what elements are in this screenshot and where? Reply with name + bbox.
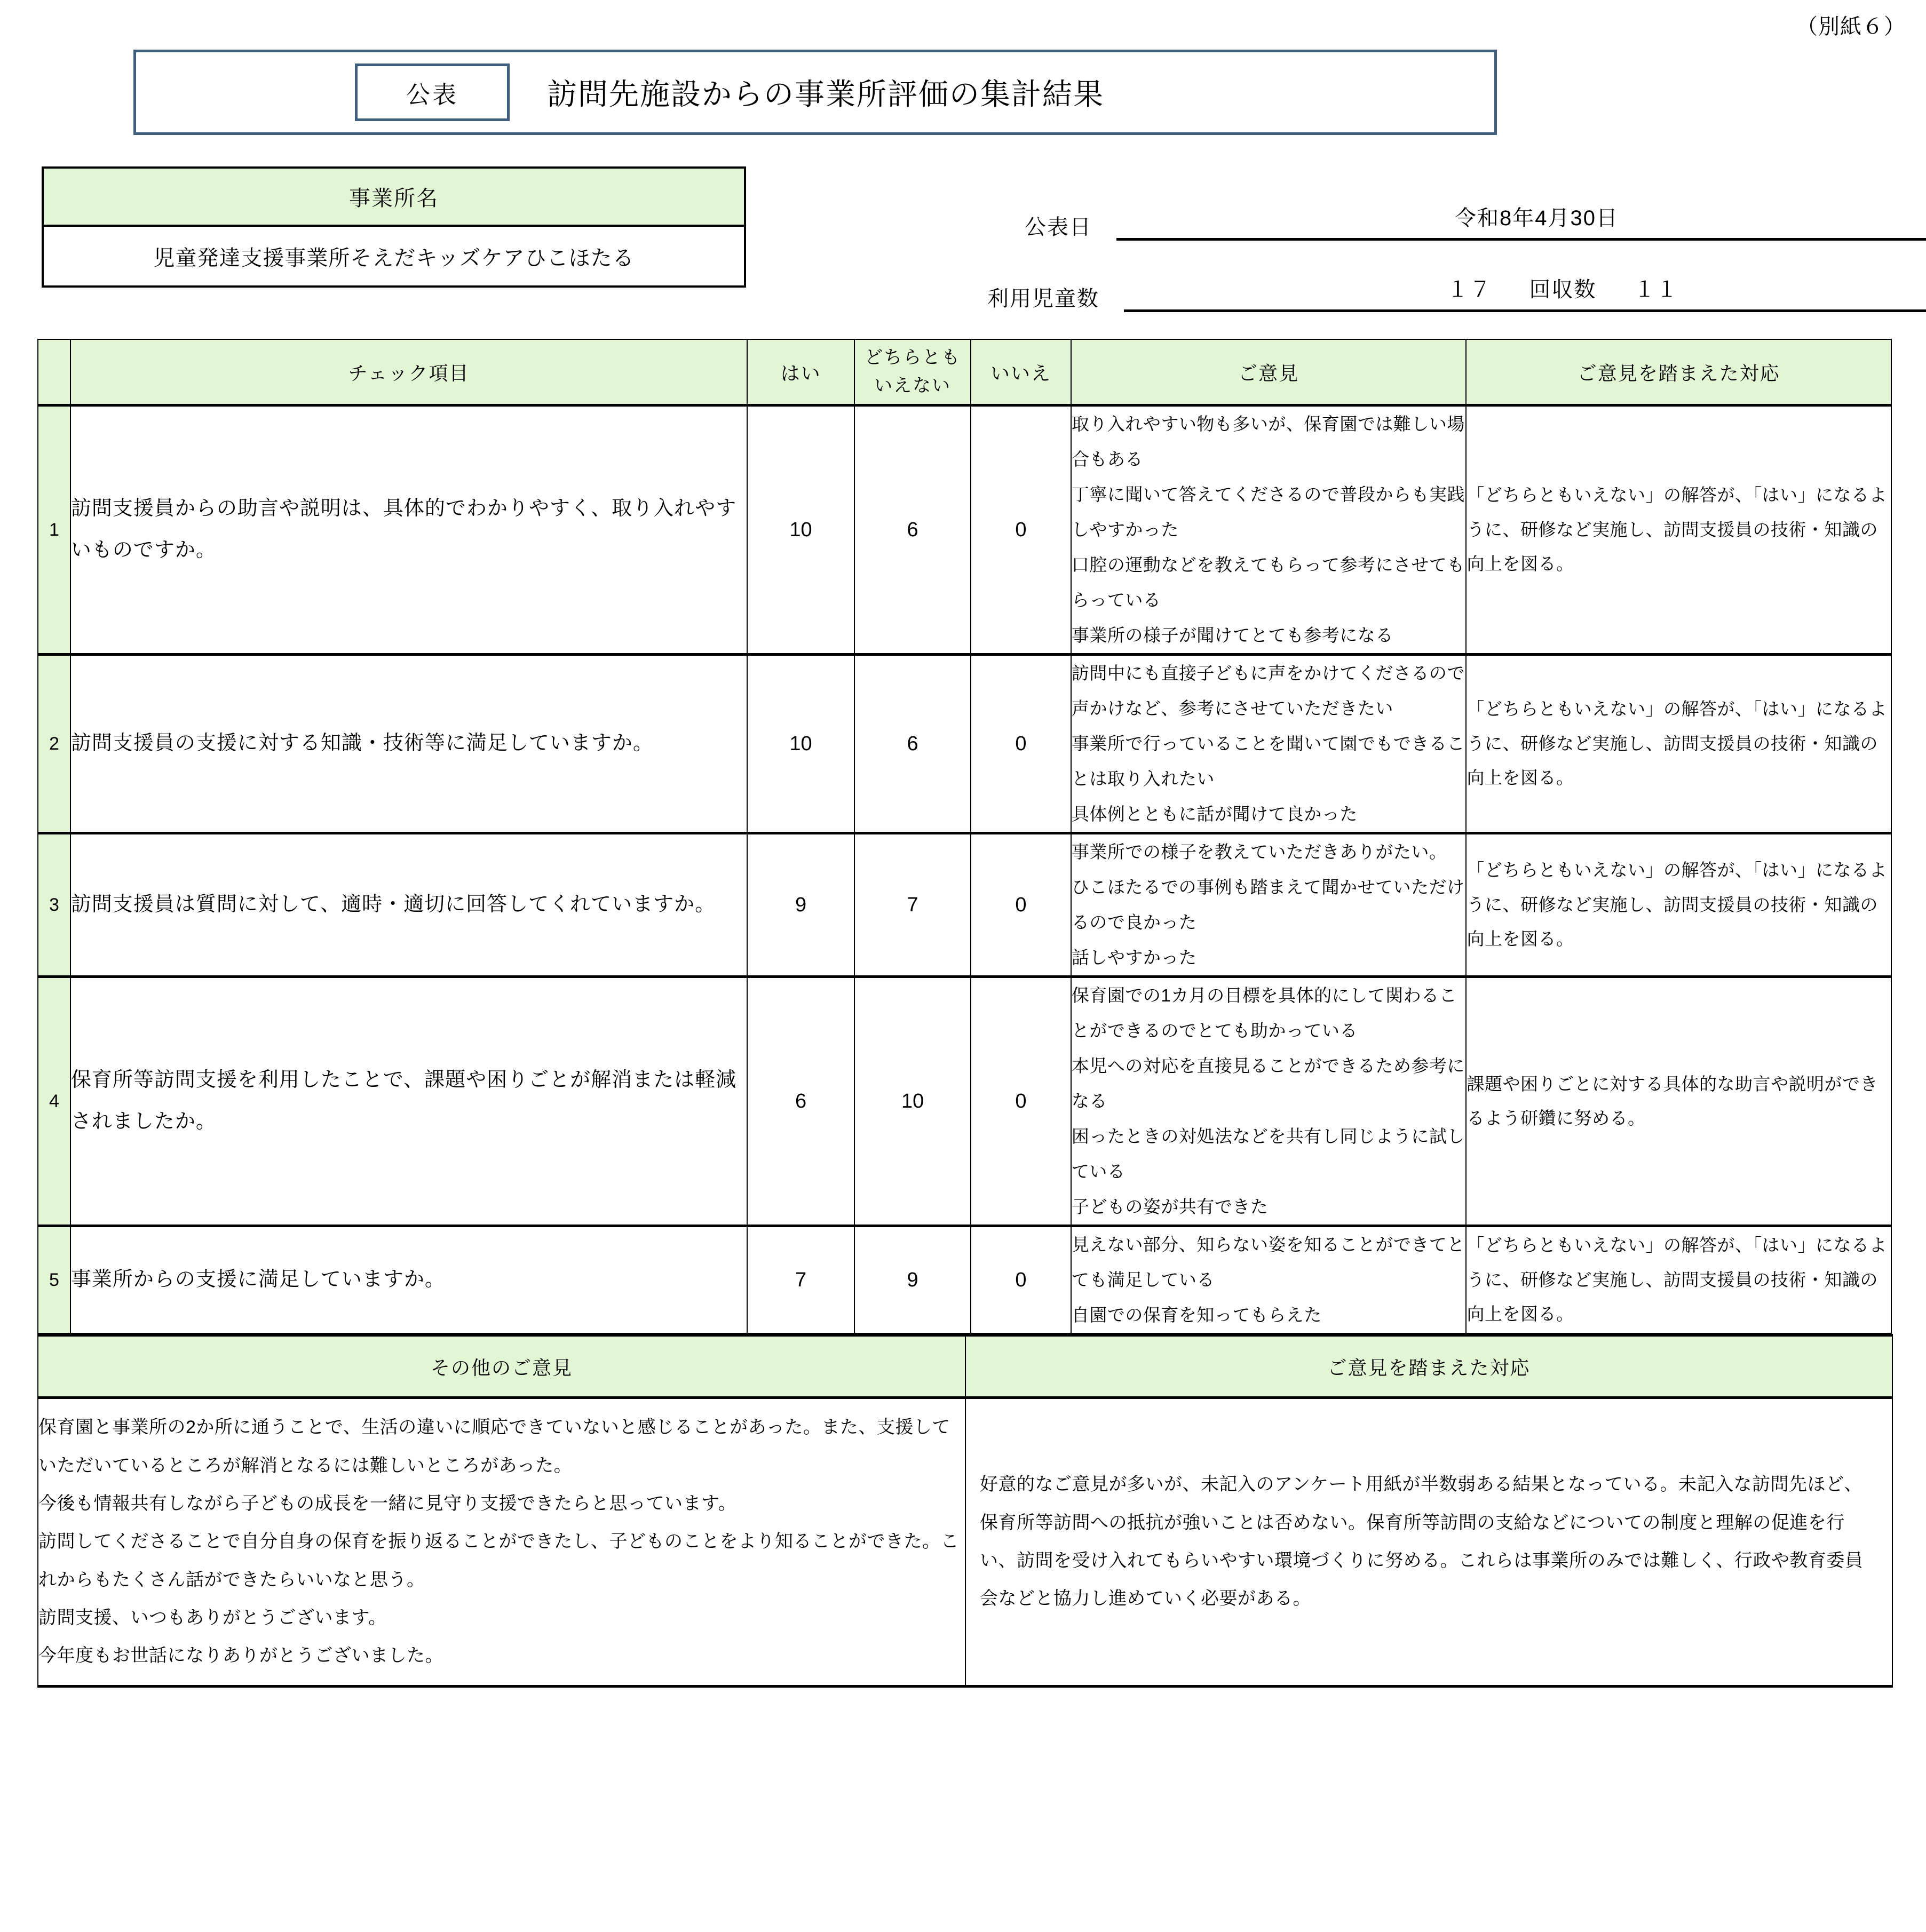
- col-header-no-answer: いいえ: [971, 339, 1071, 406]
- other-comment-paragraph: 訪問支援、いつもありがとうございます。: [38, 1608, 387, 1628]
- comment-line: 訪問中にも直接子どもに声をかけてくださるので声かけなど、参考にさせていただきたい: [1071, 663, 1465, 718]
- row-response: 課題や困りごとに対する具体的な助言や説明ができるよう研鑽に努める。: [1466, 977, 1891, 1226]
- col-header-neither: [854, 339, 971, 406]
- table-header-row: [38, 339, 1891, 406]
- row-yes-count: 10: [747, 406, 854, 655]
- row-number: 2: [38, 655, 70, 833]
- footer-body-row: [38, 1398, 1892, 1687]
- row-no-count: 0: [971, 977, 1071, 1226]
- comment-line: 自園での保育を知ってもらえた: [1071, 1305, 1322, 1325]
- row-response: 「どちらともいえない」の解答が、「はい」になるように、研修など実施し、訪問支援員の技術・知識の向上を図る。: [1466, 406, 1891, 655]
- row-neither-count: 7: [854, 833, 971, 977]
- comment-line: 取り入れやすい物も多いが、保育園では難しい場合もある: [1071, 414, 1465, 469]
- publish-date-row: [1025, 196, 1926, 241]
- row-number: 5: [38, 1226, 70, 1334]
- col-header-response: ご意見を踏まえた対応: [1466, 339, 1891, 406]
- comment-line: 保育園での1カ月の目標を具体的にして関わることができるのでとても助かっている: [1071, 985, 1457, 1040]
- comment-line: 事業所での様子を教えていただきありがたい。: [1071, 842, 1447, 862]
- row-number: 4: [38, 977, 70, 1226]
- row-item-text: 事業所からの支援に満足していますか。: [70, 1226, 747, 1334]
- title-band: [133, 50, 1497, 135]
- footer-other-comments-text: [38, 1398, 965, 1687]
- row-response: 「どちらともいえない」の解答が、「はい」になるように、研修など実施し、訪問支援員の技術・知識の向上を図る。: [1466, 655, 1891, 833]
- comment-line: 本児への対応を直接見ることができるため参考になる: [1071, 1056, 1465, 1111]
- counts-row: [987, 268, 1926, 312]
- row-neither-count: 6: [854, 655, 971, 833]
- row-neither-count: 9: [854, 1226, 971, 1334]
- office-name-value: 児童発達支援事業所そえだキッズケアひこほたる: [153, 246, 635, 270]
- row-yes-count: 6: [747, 977, 854, 1226]
- row-yes-count: 10: [747, 655, 854, 833]
- publish-date-value: 令和8年4月30日: [1116, 196, 1926, 241]
- comment-line: ひこほたるでの事例も踏まえて聞かせていただけるので良かった: [1071, 877, 1465, 932]
- children-count-value: １７: [1447, 278, 1492, 301]
- col-header-no: [38, 339, 70, 406]
- page-title: 訪問先施設からの事業所評価の集計結果: [547, 77, 1104, 111]
- row-item-text: 訪問支援員からの助言や説明は、具体的でわかりやすく、取り入れやすいものですか。: [70, 406, 747, 655]
- col-header-item: チェック項目: [70, 339, 747, 406]
- other-comment-paragraph: 今後も情報共有しながら子どもの成長を一緒に見守り支援できたらと思っています。: [38, 1493, 737, 1514]
- row-yes-count: 9: [747, 833, 854, 977]
- footer-header-row: [38, 1335, 1892, 1398]
- row-no-count: 0: [971, 1226, 1071, 1334]
- other-comment-paragraph: 今年度もお世話になりありがとうございました。: [38, 1645, 443, 1666]
- comment-line: 丁寧に聞いて答えてくださるので普段からも実践しやすかった: [1071, 484, 1465, 539]
- comment-line: 話しやすかった: [1071, 948, 1197, 967]
- publish-badge: 公表: [355, 63, 510, 121]
- row-comments: [1071, 406, 1467, 655]
- row-comments: [1071, 1226, 1467, 1334]
- row-item-text: 保育所等訪問支援を利用したことで、課題や困りごとが解消または軽減されましたか。: [70, 977, 747, 1226]
- comment-line: 口腔の運動などを教えてもらって参考にさせてもらっている: [1071, 555, 1465, 610]
- office-name-block: [42, 166, 746, 288]
- row-response: 「どちらともいえない」の解答が、「はい」になるように、研修など実施し、訪問支援員の技術・知識の向上を図る。: [1466, 833, 1891, 977]
- comment-line: 事業所の様子が聞けてとても参考になる: [1071, 625, 1393, 645]
- comment-line: 困ったときの対処法などを共有し同じように試している: [1071, 1126, 1465, 1181]
- evaluation-table: [37, 339, 1892, 1334]
- row-no-count: 0: [971, 655, 1071, 833]
- footer-response-label: ご意見を踏まえた対応: [965, 1335, 1892, 1398]
- office-name-label: 事業所名: [44, 169, 744, 227]
- row-no-count: 0: [971, 833, 1071, 977]
- publish-date-label: 公表日: [1025, 216, 1092, 239]
- table-row: [38, 655, 1891, 833]
- footer-response-text: 好意的なご意見が多いが、未記入のアンケート用紙が半数弱ある結果となっている。未記入な訪問先ほど、保育所等訪問への抵抗が強いことは否めない。保育所等訪問の支給などについての制度と理解の促進を行い、訪問を受け入れてもらいやすい環境づくりに努める。これらは事業所のみでは難しく、行政や教育委員会などと協力し進めていく必要がある。: [965, 1398, 1892, 1687]
- row-neither-count: 10: [854, 977, 971, 1226]
- other-comment-paragraph: 訪問してくださることで自分自身の保育を振り返ることができたし、子どものことをより知ることができた。これからもたくさん話ができたらいいなと思う。: [38, 1531, 959, 1590]
- row-comments: [1071, 833, 1467, 977]
- comment-line: 子どもの姿が共有できた: [1071, 1197, 1269, 1217]
- table-row: [38, 406, 1891, 655]
- collected-count-label: 回収数: [1529, 278, 1597, 301]
- collected-count-value: １１: [1634, 278, 1679, 301]
- row-yes-count: 7: [747, 1226, 854, 1334]
- page-note: （別紙６）: [1796, 15, 1906, 38]
- col-header-neither-line2: いえない: [874, 376, 952, 396]
- col-header-neither-line1: どちらとも: [865, 347, 961, 368]
- col-header-comment: ご意見: [1071, 339, 1467, 406]
- row-response: 「どちらともいえない」の解答が、「はい」になるように、研修など実施し、訪問支援員の技術・知識の向上を図る。: [1466, 1226, 1891, 1334]
- footer-table: [37, 1334, 1893, 1688]
- row-number: 3: [38, 833, 70, 977]
- comment-line: 具体例とともに話が聞けて良かった: [1071, 804, 1358, 824]
- row-neither-count: 6: [854, 406, 971, 655]
- row-no-count: 0: [971, 406, 1071, 655]
- row-comments: [1071, 977, 1467, 1226]
- table-row: [38, 1226, 1891, 1334]
- comment-line: 事業所で行っていることを聞いて園でもできることは取り入れたい: [1071, 734, 1465, 789]
- footer-other-comments-label: その他のご意見: [38, 1335, 965, 1398]
- row-item-text: 訪問支援員の支援に対する知識・技術等に満足していますか。: [70, 655, 747, 833]
- col-header-yes: はい: [747, 339, 854, 406]
- row-item-text: 訪問支援員は質問に対して、適時・適切に回答してくれていますか。: [70, 833, 747, 977]
- comment-line: 見えない部分、知らない姿を知ることができてとても満足している: [1071, 1235, 1465, 1290]
- row-number: 1: [38, 406, 70, 655]
- row-comments: [1071, 655, 1467, 833]
- table-row: [38, 977, 1891, 1226]
- children-count-label: 利用児童数: [987, 287, 1099, 311]
- table-row: [38, 833, 1891, 977]
- other-comment-paragraph: 保育園と事業所の2か所に通うことで、生活の違いに順応できていないと感じることがあった。また、支援していただいているところが解消となるには難しいところがあった。: [38, 1417, 950, 1476]
- counts-values: [1124, 268, 1926, 312]
